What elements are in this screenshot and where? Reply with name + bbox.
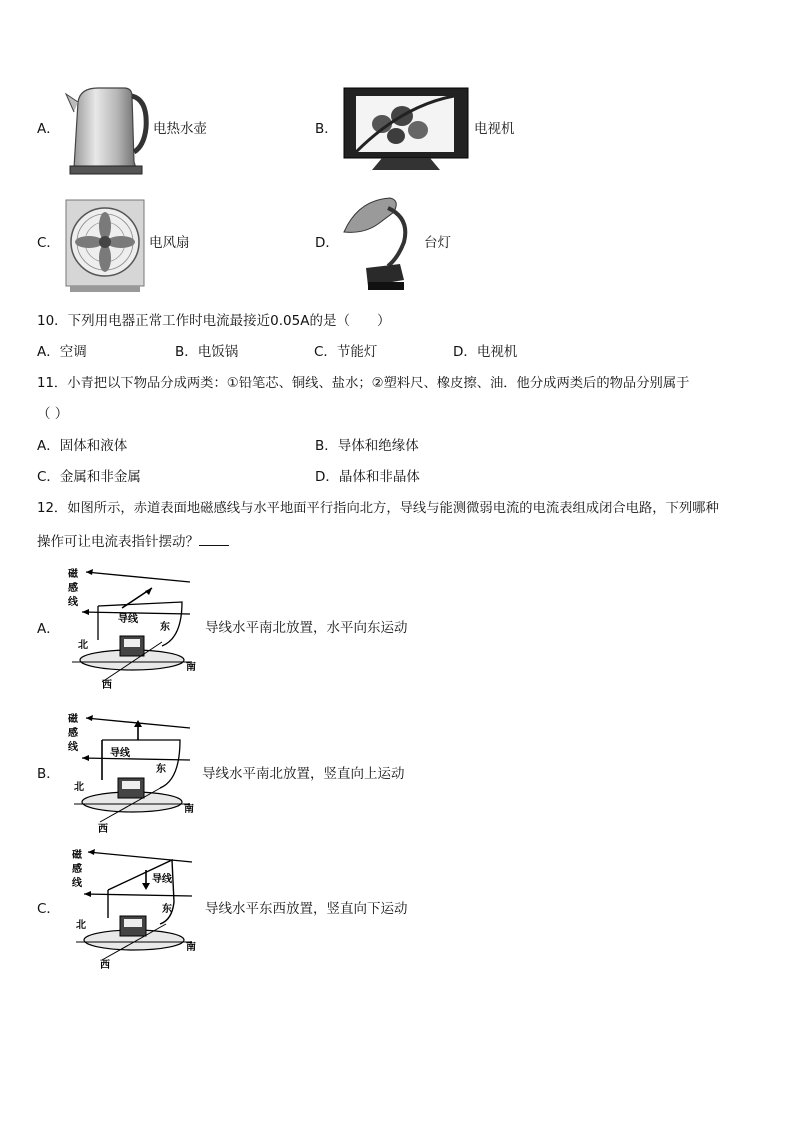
answer-blank (199, 531, 229, 546)
fig-a-west: 西 (102, 680, 112, 690)
q10-option-b: B．电饭锅 (175, 344, 239, 360)
fig-c-south: 南 (186, 942, 196, 953)
q9-option-a-letter: A． (37, 121, 60, 137)
q12-stem-line2-wrap (37, 531, 229, 551)
q12-figure-c (62, 846, 202, 970)
fig-b-west: 西 (98, 824, 108, 834)
q10-option-d: D．电视机 (453, 344, 518, 360)
fig-c-north: 北 (76, 920, 86, 931)
q12-option-c-text: 导线水平东西放置，竖直向下运动 (205, 901, 408, 917)
fig-b-ci: 磁 (68, 714, 78, 725)
fig-a-ci: 磁 (68, 569, 78, 580)
fig-c-wire: 导线 (152, 874, 172, 885)
fig-c-west: 西 (100, 960, 110, 970)
q12-stem-line2: 操作可让电流表指针摆动？ (37, 534, 199, 550)
q9-option-c-letter: C． (37, 235, 60, 251)
q9-option-d-label: 台灯 (424, 235, 451, 251)
fig-a-wire: 导线 (118, 614, 138, 625)
q11-option-a: A．固体和液体 (37, 438, 128, 454)
fig-a-xian: 线 (68, 597, 78, 608)
electric-fan-image (64, 196, 146, 294)
q10-option-a: A．空调 (37, 344, 87, 360)
fig-b-north: 北 (74, 782, 84, 793)
fig-b-gan: 感 (68, 728, 78, 739)
fig-c-xian: 线 (72, 878, 82, 889)
q9-option-d-letter: D． (315, 235, 339, 251)
q12-option-b-letter: B． (37, 766, 60, 782)
q10-option-c: C．节能灯 (314, 344, 378, 360)
electric-kettle-image (64, 82, 150, 176)
q11-option-c: C．金属和非金属 (37, 469, 141, 485)
q12-option-b-text: 导线水平南北放置，竖直向上运动 (202, 766, 405, 782)
fig-c-ci: 磁 (72, 850, 82, 861)
q9-option-a-label: 电热水壶 (153, 121, 207, 137)
q9-option-b-label: 电视机 (474, 121, 515, 137)
q11-option-d: D．晶体和非晶体 (315, 469, 420, 485)
q12-option-c-letter: C． (37, 901, 60, 917)
desk-lamp-image (338, 194, 422, 294)
q12-figure-a (62, 566, 202, 690)
fig-b-south: 南 (184, 804, 194, 815)
fig-b-xian: 线 (68, 742, 78, 753)
fig-a-east: 东 (160, 622, 170, 633)
q10-stem: 10．下列用电器正常工作时电流最接近0.05A的是（ ） (37, 313, 391, 329)
fig-a-north: 北 (78, 640, 88, 651)
fig-a-gan: 感 (68, 583, 78, 594)
fig-c-gan: 感 (72, 864, 82, 875)
television-image (342, 86, 470, 174)
q9-option-c-label: 电风扇 (149, 235, 190, 251)
q12-figure-b (60, 710, 200, 834)
q11-option-b: B．导体和绝缘体 (315, 438, 419, 454)
q11-stem-line2: （ ） (37, 406, 69, 422)
q12-stem-line1: 12．如图所示，赤道表面地磁感线与水平地面平行指向北方，导线与能测微弱电流的电流表组成闭合电路，下列哪种 (37, 501, 719, 516)
q11-stem-line1: 11．小青把以下物品分成两类：①铅笔芯、铜线、盐水；②塑料尺、橡皮擦、油．他分成两类后的物品分别属于 (37, 376, 690, 391)
fig-a-south: 南 (186, 662, 196, 673)
q12-option-a-text: 导线水平南北放置，水平向东运动 (205, 620, 408, 636)
q12-option-a-letter: A． (37, 621, 60, 637)
q9-option-b-letter: B． (315, 121, 338, 137)
fig-b-wire: 导线 (110, 748, 130, 759)
fig-c-east: 东 (162, 904, 172, 915)
fig-b-east: 东 (156, 764, 166, 775)
